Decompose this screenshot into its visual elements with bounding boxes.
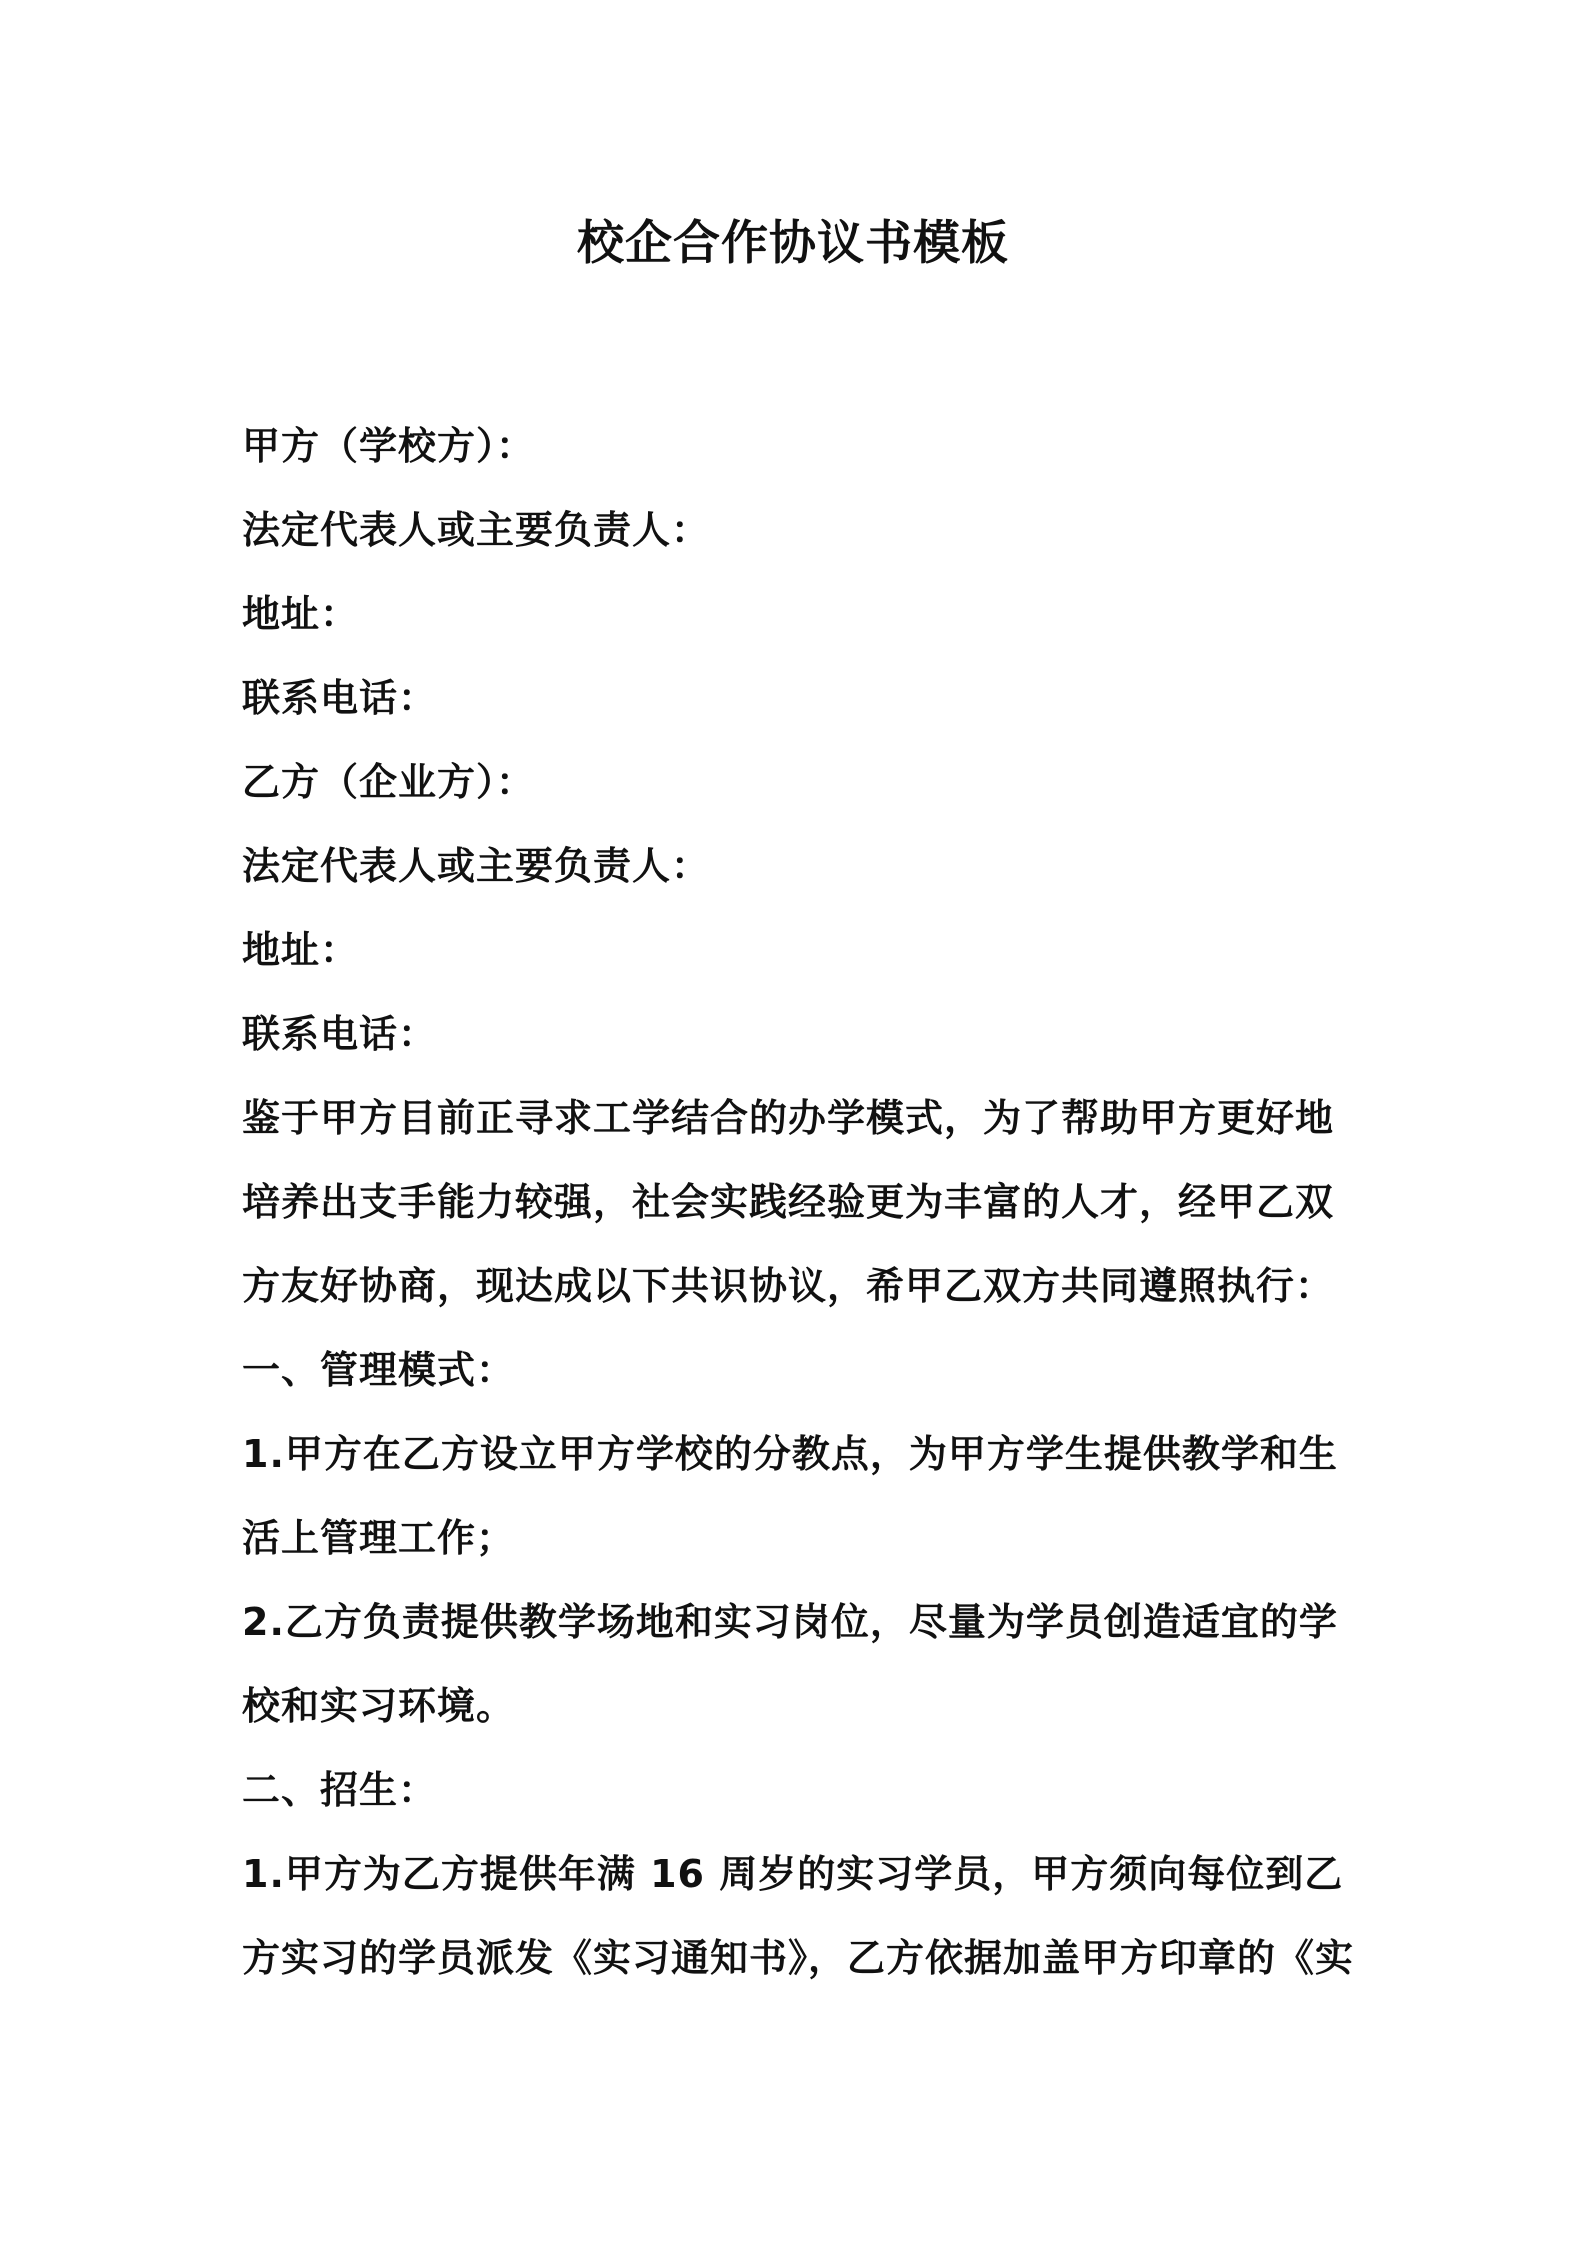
preamble-line: 鉴于甲方目前正寻求工学结合的办学模式，为了帮助甲方更好地	[242, 1096, 1335, 1140]
document-title: 校企合作协议书模板	[577, 216, 1009, 271]
party-a-heading: 甲方（学校方）：	[242, 424, 536, 468]
clause-line: 方实习的学员派发《实习通知书》，乙方依据加盖甲方印章的《实	[242, 1936, 1355, 1980]
clause-line: 活上管理工作；	[242, 1516, 516, 1560]
clause-line: 1.甲方为乙方提供年满 16 周岁的实习学员，甲方须向每位到乙	[242, 1852, 1344, 1896]
party-b-address-label: 地址：	[242, 928, 360, 972]
clause-line: 1.甲方在乙方设立甲方学校的分教点，为甲方学生提供教学和生	[242, 1432, 1338, 1476]
document-body	[242, 404, 1354, 2000]
clause-line: 校和实习环境。	[242, 1684, 516, 1728]
party-b-phone-label: 联系电话：	[242, 1012, 438, 1056]
section-heading-enrollment: 二、招生：	[242, 1768, 438, 1812]
party-a-representative-label: 法定代表人或主要负责人：	[242, 508, 711, 552]
party-b-heading: 乙方（企业方）：	[242, 760, 536, 804]
party-b-representative-label: 法定代表人或主要负责人：	[242, 844, 711, 888]
preamble-line: 培养出支手能力较强，社会实践经验更为丰富的人才，经甲乙双	[242, 1180, 1335, 1224]
section-heading-management: 一、管理模式：	[242, 1348, 516, 1392]
party-a-address-label: 地址：	[242, 592, 360, 636]
party-a-phone-label: 联系电话：	[242, 676, 438, 720]
preamble-line: 方友好协商，现达成以下共识协议，希甲乙双方共同遵照执行：	[242, 1264, 1335, 1308]
clause-line: 2.乙方负责提供教学场地和实习岗位，尽量为学员创造适宜的学	[242, 1600, 1338, 1644]
